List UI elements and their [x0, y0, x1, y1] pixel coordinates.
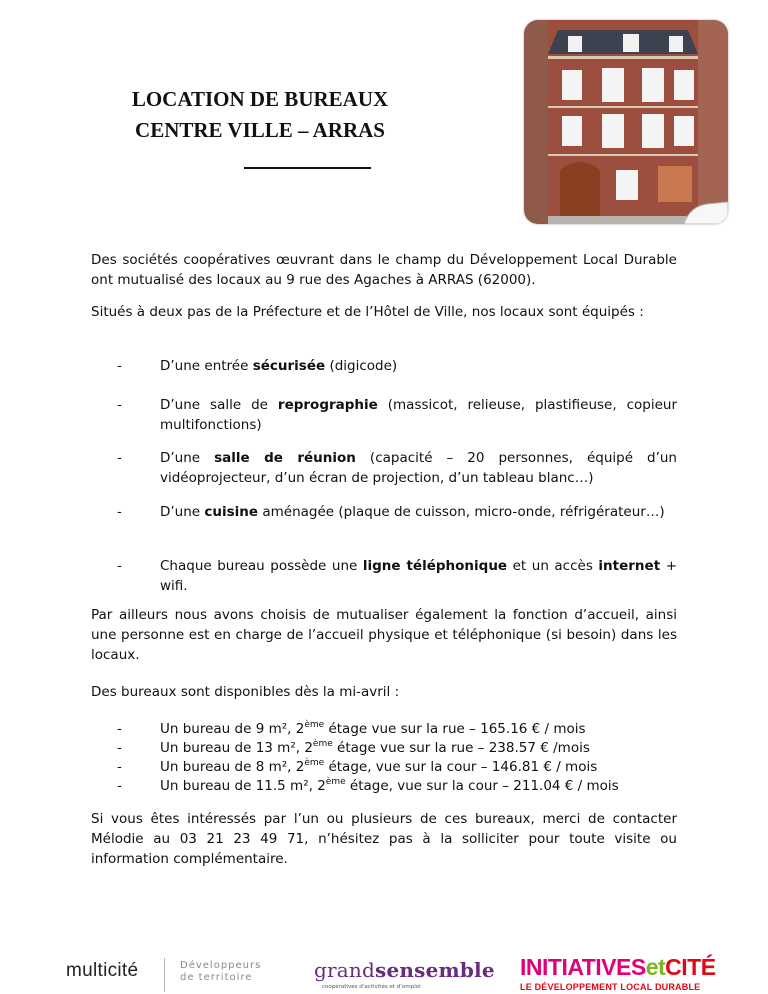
reception-paragraph: Par ailleurs nous avons choisis de mutualiser également la fonction d’accueil, ainsi une personne est en charge de l’accueil physique et téléphonique (si besoin) dans les locaux. [91, 607, 677, 663]
list-dash: - [117, 397, 122, 413]
list-dash: - [117, 759, 122, 775]
list-dash: - [117, 450, 122, 466]
list-item: - Un bureau de 9 m², 2ème étage vue sur la rue – 165.16 € / mois [117, 720, 586, 737]
list-item: - Chaque bureau possède une ligne téléphonique et un accès internet + wifi. [117, 558, 678, 594]
footer-logos [0, 940, 768, 994]
availability-paragraph: Des bureaux sont disponibles dès la mi-avril : [91, 684, 400, 700]
list-item: - Un bureau de 8 m², 2ème étage, vue sur la cour – 146.81 € / mois [117, 758, 598, 775]
list-dash: - [117, 558, 122, 574]
location-paragraph: Situés à deux pas de la Préfecture et de l’Hôtel de Ville, nos locaux sont équipés : [91, 304, 644, 320]
page-title [130, 84, 390, 146]
list-dash: - [117, 740, 122, 756]
office-offers-list [117, 720, 677, 796]
intro-paragraph: Des sociétés coopératives œuvrant dans le champ du Développement Local Durable ont mutualisé des locaux au 9 rue des Agaches à ARRAS (62000). [91, 252, 677, 288]
multicite-tagline: Développeurs de territoire [180, 960, 262, 983]
list-item: - D’une entrée sécurisée (digicode) [117, 358, 398, 374]
initiatives-et-cite-tagline: LE DÉVELOPPEMENT LOCAL DURABLE [520, 982, 701, 992]
list-dash: - [117, 504, 122, 520]
contact-paragraph: Si vous êtes intéressés par l’un ou plusieurs de ces bureaux, merci de contacter Mélodie au 03 21 23 49 71, n’hésitez pas à la solliciter pour toute visite ou information complémentaire. [91, 811, 677, 867]
title-underline [244, 167, 371, 169]
grandsensemble-tagline: coopératives d’activités et d’emploi [322, 984, 421, 990]
list-item: - D’une cuisine aménagée (plaque de cuisson, micro-onde, réfrigérateur…) [117, 504, 665, 520]
building-facade-icon [524, 20, 728, 224]
grandsensemble-logo: grandsensemble [314, 958, 495, 982]
list-item: - Un bureau de 11.5 m², 2ème étage, vue sur la cour – 211.04 € / mois [117, 777, 619, 794]
list-item: - D’une salle de réunion (capacité – 20 personnes, équipé d’un vidéoprojecteur, d’un écran de projection, d’un tableau blanc…) [117, 450, 677, 486]
logo-divider [164, 958, 165, 992]
building-photo [524, 20, 728, 224]
list-item: - Un bureau de 13 m², 2ème étage vue sur la rue – 238.57 € /mois [117, 739, 590, 756]
title-line-1: LOCATION DE BUREAUX [131, 87, 389, 111]
list-dash: - [117, 778, 122, 794]
list-item: - D’une salle de reprographie (massicot, relieuse, plastifieuse, copieur multifonctions) [117, 397, 677, 433]
title-line-2: CENTRE VILLE – ARRAS [135, 118, 385, 142]
multicite-logo: multicité [66, 960, 139, 981]
initiatives-et-cite-logo: INITIATIVESetCITÉ [520, 954, 716, 980]
list-dash: - [117, 721, 122, 737]
list-dash: - [117, 358, 122, 374]
